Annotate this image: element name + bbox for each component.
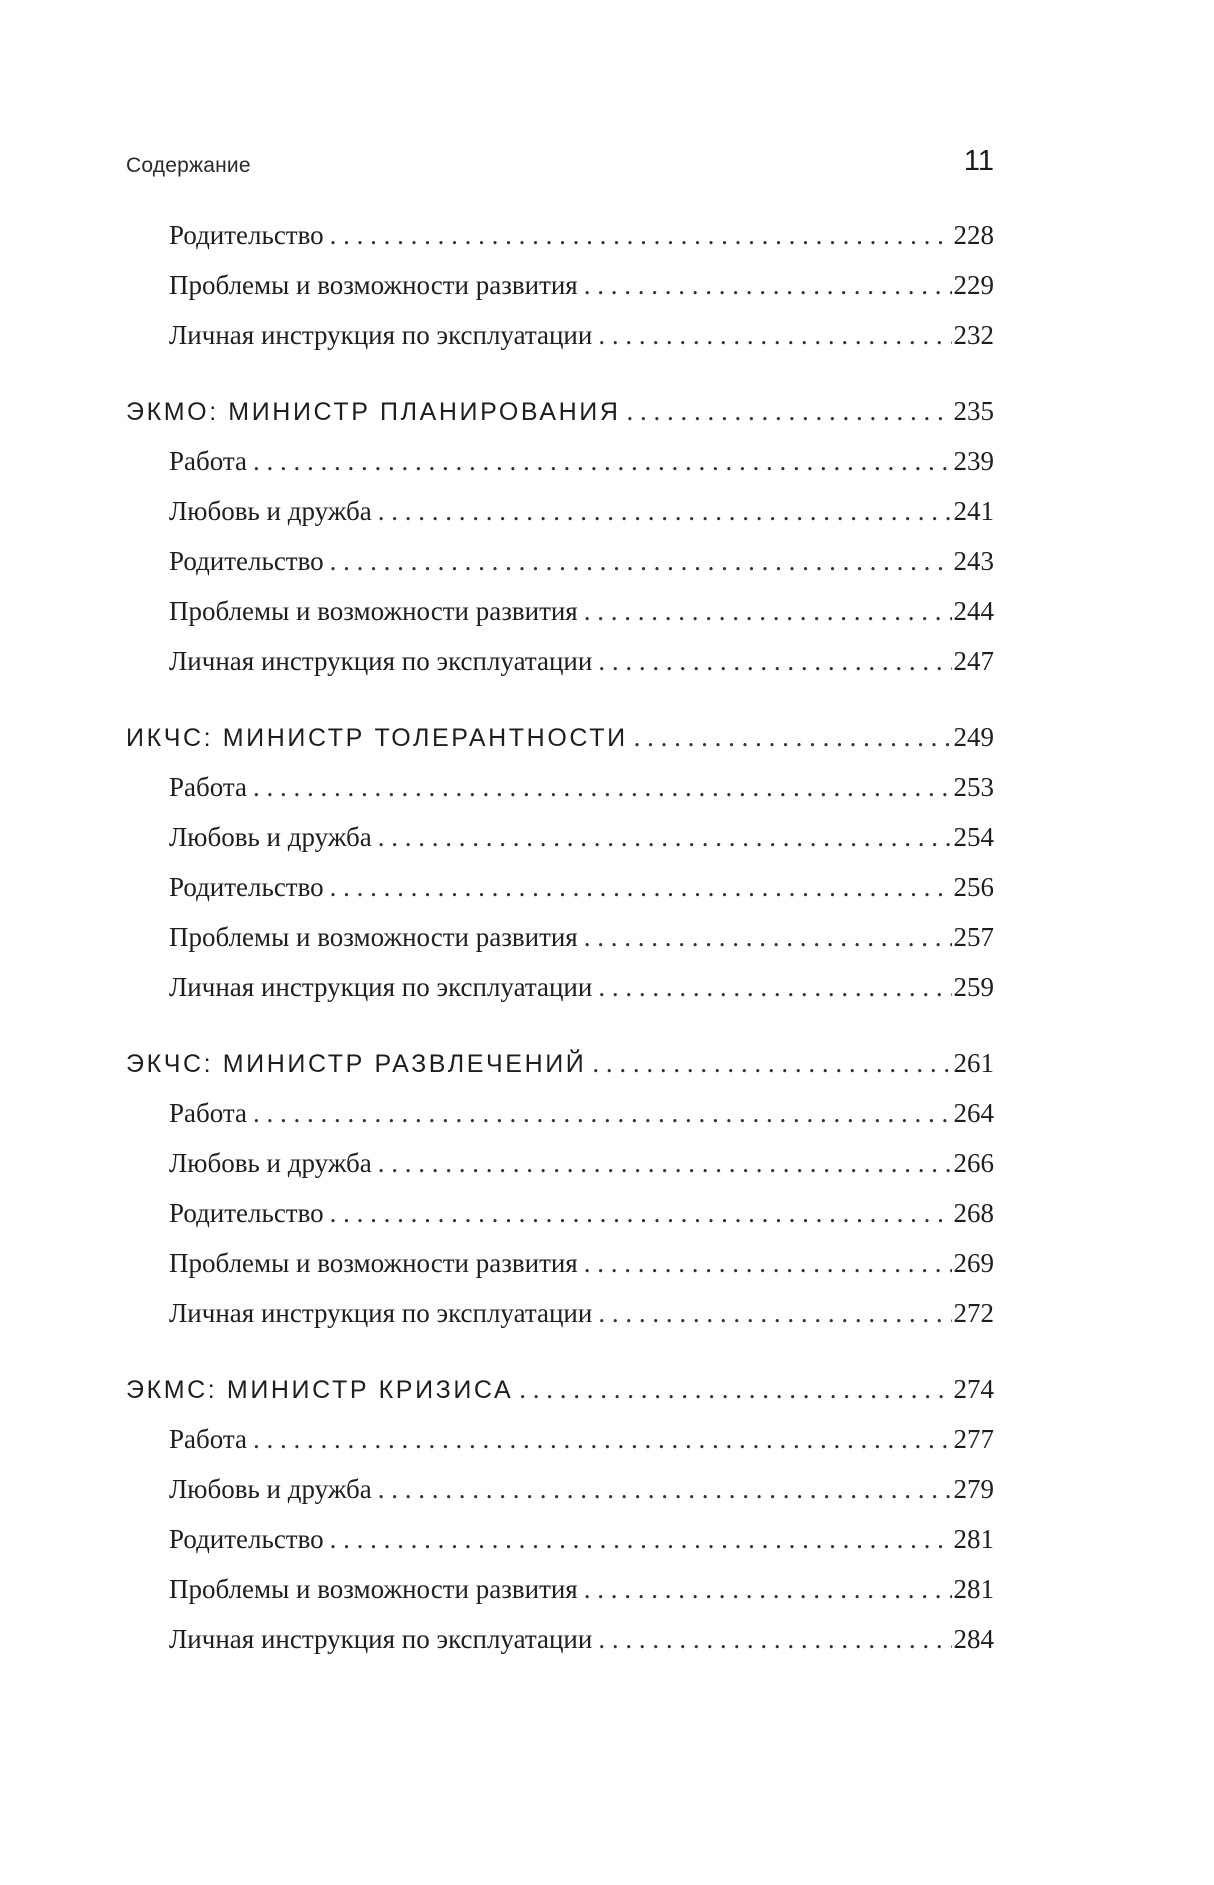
toc-page-number: 239 <box>953 446 994 476</box>
toc-dot-leader <box>378 486 952 536</box>
toc-page-number: 266 <box>953 1148 994 1178</box>
toc-dot-leader <box>584 260 952 310</box>
toc-entry-title: Проблемы и возможности развития <box>169 1574 578 1604</box>
toc-dot-leader <box>598 1614 951 1664</box>
toc-dot-leader <box>253 1088 952 1138</box>
toc-page-number: 281 <box>953 1524 994 1554</box>
toc-dot-leader <box>519 1364 951 1414</box>
toc-entry[interactable] <box>126 912 994 962</box>
toc-entry[interactable] <box>126 310 994 360</box>
toc-page-number: 281 <box>953 1574 994 1604</box>
toc-entry-title: Личная инструкция по эксплуатации <box>169 1624 593 1654</box>
toc-chapter-title: ЭКМС: МИНИСТР КРИЗИСА <box>126 1376 514 1404</box>
toc-entry[interactable] <box>126 1088 994 1138</box>
toc-entry-title: Родительство <box>169 872 324 902</box>
toc-entry-title: Работа <box>169 772 247 802</box>
toc-entry[interactable] <box>126 1614 994 1664</box>
toc-dot-leader <box>584 1238 952 1288</box>
toc-dot-leader <box>378 812 952 862</box>
toc-entry-title: Работа <box>169 1424 247 1454</box>
toc-entry-title: Проблемы и возможности развития <box>169 596 578 626</box>
toc-chapter <box>126 210 994 360</box>
toc-entry[interactable] <box>126 536 994 586</box>
toc-chapter-heading[interactable] <box>126 1364 994 1414</box>
toc-dot-leader <box>378 1464 952 1514</box>
toc-dot-leader <box>253 1414 952 1464</box>
toc-chapter <box>126 1038 994 1338</box>
toc-dot-leader <box>584 912 952 962</box>
toc-dot-leader <box>253 436 952 486</box>
toc-entry[interactable] <box>126 1188 994 1238</box>
toc-page-number: 256 <box>953 872 994 902</box>
toc-page-number: 247 <box>953 646 994 676</box>
toc-page-number: 254 <box>953 822 994 852</box>
toc-dot-leader <box>378 1138 952 1188</box>
toc-entry[interactable] <box>126 1238 994 1288</box>
toc-dot-leader <box>626 386 951 436</box>
toc-page-number: 249 <box>953 722 994 752</box>
toc-page-number: 259 <box>953 972 994 1002</box>
toc-entry-title: Проблемы и возможности развития <box>169 1248 578 1278</box>
toc-chapter-heading[interactable] <box>126 386 994 436</box>
toc-dot-leader <box>584 586 952 636</box>
running-head <box>126 138 994 178</box>
toc-page-number: 261 <box>953 1048 994 1078</box>
toc-chapter <box>126 1364 994 1664</box>
toc-entry[interactable] <box>126 586 994 636</box>
table-of-contents <box>126 210 994 1664</box>
toc-entry-title: Любовь и дружба <box>169 1148 372 1178</box>
toc-dot-leader <box>598 636 951 686</box>
toc-page-number: 269 <box>953 1248 994 1278</box>
toc-chapter-title: ИКЧС: МИНИСТР ТОЛЕРАНТНОСТИ <box>126 724 628 752</box>
toc-chapter <box>126 386 994 686</box>
toc-page-number: 277 <box>953 1424 994 1454</box>
toc-entry-title: Проблемы и возможности развития <box>169 922 578 952</box>
page-number: 11 <box>963 145 994 177</box>
toc-entry[interactable] <box>126 436 994 486</box>
toc-entry-title: Родительство <box>169 1198 324 1228</box>
toc-chapter-title: ЭКМО: МИНИСТР ПЛАНИРОВАНИЯ <box>126 398 621 426</box>
toc-page-number: 257 <box>953 922 994 952</box>
toc-dot-leader <box>330 862 952 912</box>
toc-entry-title: Родительство <box>169 220 324 250</box>
toc-chapter <box>126 712 994 1012</box>
toc-entry[interactable] <box>126 962 994 1012</box>
toc-entry-title: Личная инструкция по эксплуатации <box>169 1298 593 1328</box>
toc-dot-leader <box>584 1564 952 1614</box>
toc-entry[interactable] <box>126 862 994 912</box>
toc-dot-leader <box>592 1038 951 1088</box>
toc-entry[interactable] <box>126 1288 994 1338</box>
toc-page-number: 235 <box>953 396 994 426</box>
toc-dot-leader <box>634 712 952 762</box>
toc-entry[interactable] <box>126 1464 994 1514</box>
toc-entry[interactable] <box>126 210 994 260</box>
toc-entry[interactable] <box>126 636 994 686</box>
toc-entry-title: Родительство <box>169 1524 324 1554</box>
toc-page-number: 274 <box>953 1374 994 1404</box>
running-head-title: Содержание <box>126 154 251 177</box>
toc-entry-title: Работа <box>169 446 247 476</box>
toc-entry[interactable] <box>126 1514 994 1564</box>
toc-entry-title: Личная инструкция по эксплуатации <box>169 972 593 1002</box>
toc-page-number: 244 <box>953 596 994 626</box>
toc-page-number: 272 <box>953 1298 994 1328</box>
toc-dot-leader <box>330 210 952 260</box>
toc-page-number: 232 <box>953 320 994 350</box>
toc-entry-title: Работа <box>169 1098 247 1128</box>
toc-entry[interactable] <box>126 486 994 536</box>
toc-page-number: 279 <box>953 1474 994 1504</box>
toc-entry[interactable] <box>126 762 994 812</box>
toc-entry-title: Личная инструкция по эксплуатации <box>169 646 593 676</box>
toc-page-number: 243 <box>953 546 994 576</box>
toc-chapter-title: ЭКЧС: МИНИСТР РАЗВЛЕЧЕНИЙ <box>126 1050 587 1078</box>
toc-entry-title: Личная инструкция по эксплуатации <box>169 320 593 350</box>
toc-page-number: 284 <box>953 1624 994 1654</box>
toc-entry[interactable] <box>126 1564 994 1614</box>
toc-page-number: 268 <box>953 1198 994 1228</box>
toc-page-number: 253 <box>953 772 994 802</box>
toc-dot-leader <box>330 536 952 586</box>
toc-page-number: 264 <box>953 1098 994 1128</box>
toc-page-number: 228 <box>953 220 994 250</box>
toc-entry-title: Любовь и дружба <box>169 1474 372 1504</box>
toc-entry[interactable] <box>126 260 994 310</box>
toc-chapter-heading[interactable] <box>126 712 994 762</box>
toc-dot-leader <box>598 1288 951 1338</box>
toc-entry[interactable] <box>126 1414 994 1464</box>
toc-entry-title: Любовь и дружба <box>169 822 372 852</box>
toc-dot-leader <box>598 310 951 360</box>
toc-entry-title: Любовь и дружба <box>169 496 372 526</box>
toc-entry[interactable] <box>126 1138 994 1188</box>
toc-dot-leader <box>330 1188 952 1238</box>
toc-dot-leader <box>253 762 952 812</box>
toc-dot-leader <box>598 962 951 1012</box>
toc-entry-title: Проблемы и возможности развития <box>169 270 578 300</box>
toc-page-number: 241 <box>953 496 994 526</box>
toc-page-number: 229 <box>953 270 994 300</box>
toc-chapter-heading[interactable] <box>126 1038 994 1088</box>
toc-entry[interactable] <box>126 812 994 862</box>
toc-dot-leader <box>330 1514 952 1564</box>
toc-entry-title: Родительство <box>169 546 324 576</box>
